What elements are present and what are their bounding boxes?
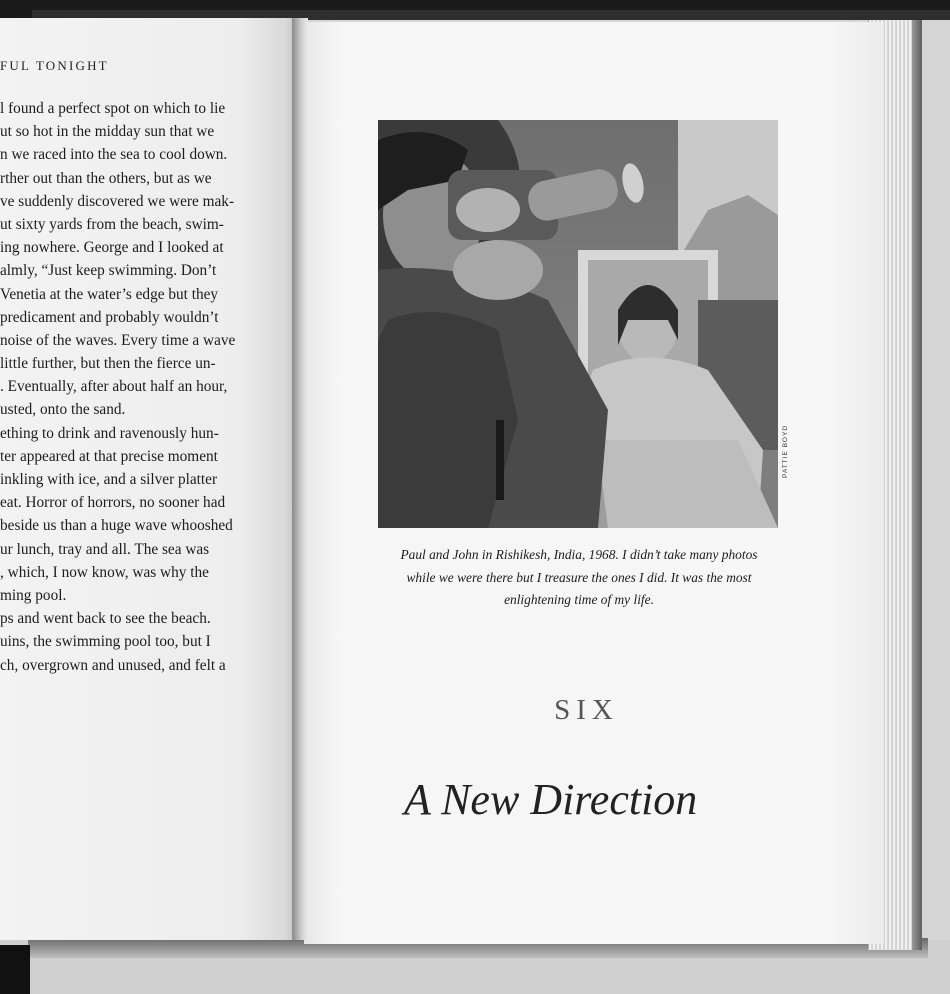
chapter-number: SIX <box>554 694 619 726</box>
caption-line: enlightening time of my life. <box>504 592 654 607</box>
body-text-line: uins, the swimming pool too, but I <box>0 633 211 651</box>
body-text-line: ut so hot in the midday sun that we <box>0 123 215 141</box>
body-text-line: beside us than a huge wave whooshed <box>0 517 233 535</box>
left-page-body <box>0 97 300 677</box>
caption-line: while we were there but I treasure the ones I did. It was the most <box>406 569 752 585</box>
chapter-title: A New Direction <box>404 775 698 824</box>
body-text-line: , which, I now know, was why the <box>0 563 209 581</box>
body-text-line: ing nowhere. George and I looked at <box>0 239 224 257</box>
left-page <box>0 18 300 940</box>
scan-top-edge <box>0 0 950 18</box>
body-text-line: almly, “Just keep swimming. Don’t <box>0 262 217 280</box>
running-head: FUL TONIGHT <box>0 58 109 73</box>
body-text-line: ething to drink and ravenously hun- <box>0 424 219 442</box>
body-text-line: ut sixty yards from the beach, swim- <box>0 215 224 233</box>
body-text-line: l found a perfect spot on which to lie <box>0 100 226 117</box>
body-text-line: ch, overgrown and unused, and felt a <box>0 656 226 674</box>
body-text-line: eat. Horror of horrors, no sooner had <box>0 494 226 512</box>
body-text-line: rther out than the others, but as we <box>0 169 212 187</box>
body-text-line: ming pool. <box>0 586 67 604</box>
photo-illustration <box>378 120 778 528</box>
body-text-line: inkling with ice, and a silver platter <box>0 471 218 488</box>
body-text-line: Venetia at the water’s edge but they <box>0 285 219 303</box>
body-text-line: predicament and probably wouldn’t <box>0 308 219 326</box>
body-text-line: ps and went back to see the beach. <box>0 610 211 628</box>
book-gutter <box>292 18 308 940</box>
photo-paul-and-john <box>378 120 778 528</box>
photo-caption <box>344 544 814 612</box>
body-text-line: n we raced into the sea to cool down. <box>0 146 228 164</box>
body-text-line: . Eventually, after about half an hour, <box>0 378 228 396</box>
photo-credit: PATTIE BOYD <box>782 424 789 478</box>
scan-corner <box>0 945 30 994</box>
body-text-line: usted, onto the sand. <box>0 401 126 419</box>
body-text-line: ter appeared at that precise moment <box>0 447 218 465</box>
body-text-line: ur lunch, tray and all. The sea was <box>0 540 210 558</box>
chapter-number-wrap <box>304 694 839 727</box>
body-text-line: noise of the waves. Every time a wave <box>0 331 236 349</box>
caption-line: Paul and John in Rishikesh, India, 1968. I didn’t take many photos <box>400 547 758 562</box>
book-edge-shadow <box>912 20 922 950</box>
body-text-line: ve suddenly discovered we were mak- <box>0 192 235 210</box>
body-text-line: little further, but then the fierce un- <box>0 355 216 373</box>
right-page <box>304 22 884 944</box>
